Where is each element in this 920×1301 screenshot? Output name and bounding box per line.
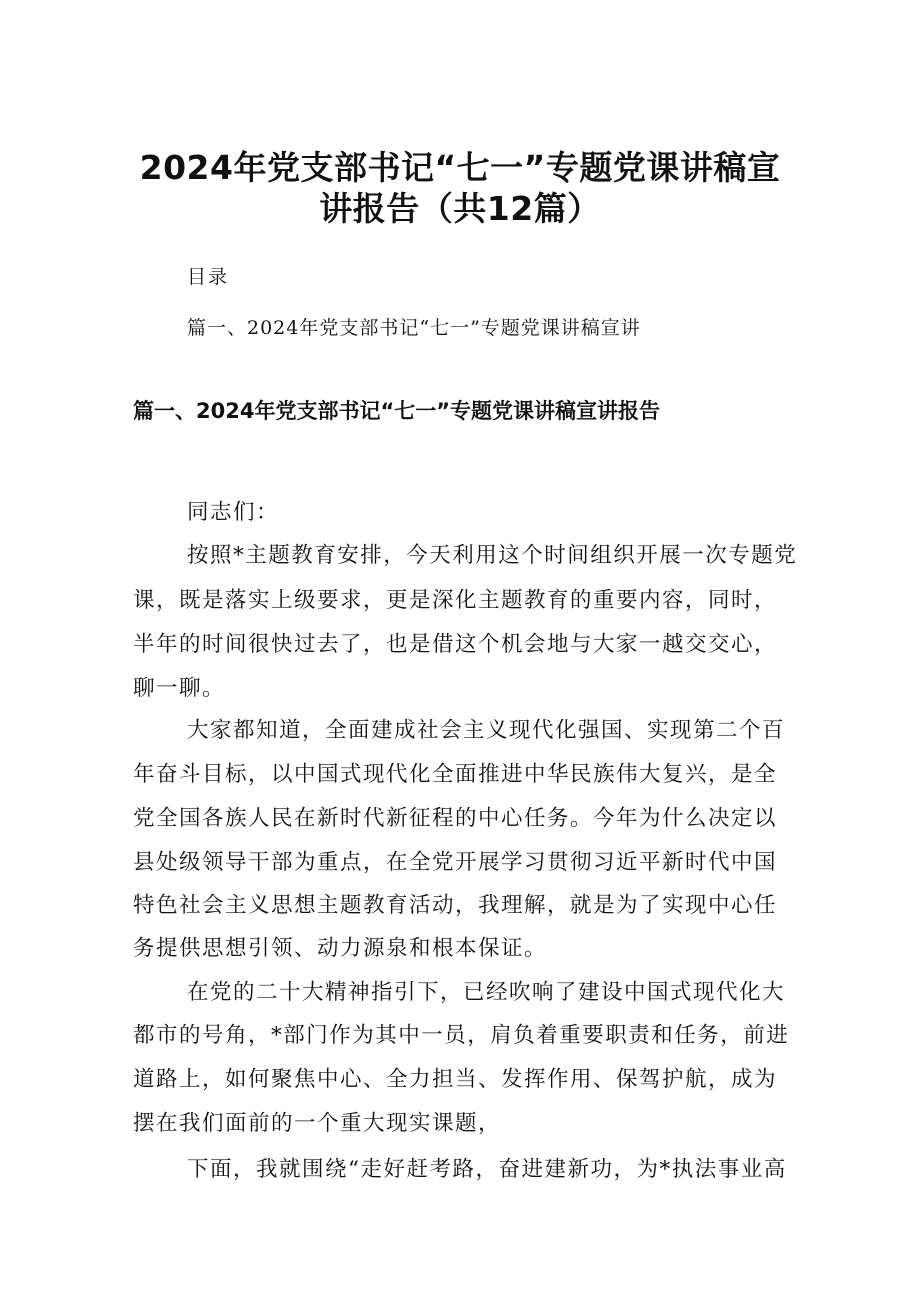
paragraph-line: 摆在我们面前的一个重大现实课题， (133, 1111, 502, 1136)
paragraph-line: 聊一聊。 (133, 676, 226, 701)
paragraph-line: 下面，我就围绕“走好赶考路，奋进建新功，为*执法事业高 (187, 1157, 787, 1182)
paragraph-line: 按照*主题教育安排，今天利用这个时间组织开展一次专题党 (187, 543, 798, 568)
paragraph-line: 特色社会主义思想主题教育活动，我理解，就是为了实现中心任 (133, 893, 778, 918)
paragraph-line: 务提供思想引领、动力源泉和根本保证。 (133, 936, 548, 961)
paragraph-line: 大家都知道，全面建成社会主义现代化强国、实现第二个百 (187, 718, 786, 743)
paragraph-line: 都市的号角，*部门作为其中一员，肩负着重要职责和任务，前进 (133, 1023, 790, 1048)
paragraph-line: 在党的二十大精神指引下，已经吹响了建设中国式现代化大 (187, 980, 786, 1005)
paragraph-line: 课，既是落实上级要求，更是深化主题教育的重要内容，同时， (133, 588, 778, 613)
paragraph-line: 县处级领导干部为重点，在全党开展学习贯彻习近平新时代中国 (133, 850, 778, 875)
paragraph-line: 年奋斗目标，以中国式现代化全面推进中华民族伟大复兴，是全 (133, 762, 778, 787)
toc-label: 目录 (187, 266, 230, 288)
paragraph-line: 半年的时间很快过去了，也是借这个机会地与大家一越交交心， (133, 632, 778, 657)
paragraph-line: 道路上，如何聚焦中心、全力担当、发挥作用、保驾护航，成为 (133, 1067, 778, 1092)
document-title-line-2: 讲报告（共12篇） (319, 189, 601, 228)
document-title-line-1: 2024年党支部书记“七一”专题党课讲稿宣 (139, 148, 781, 187)
paragraph-line: 党全国各族人民在新时代新征程的中心任务。今年为什么决定以 (133, 806, 778, 831)
section-heading: 篇一、2024年党支部书记“七一”专题党课讲稿宣讲报告 (133, 399, 661, 423)
salutation: 同志们： (187, 500, 280, 525)
toc-item[interactable]: 篇一、2024年党支部书记“七一”专题党课讲稿宣讲 (187, 317, 641, 339)
